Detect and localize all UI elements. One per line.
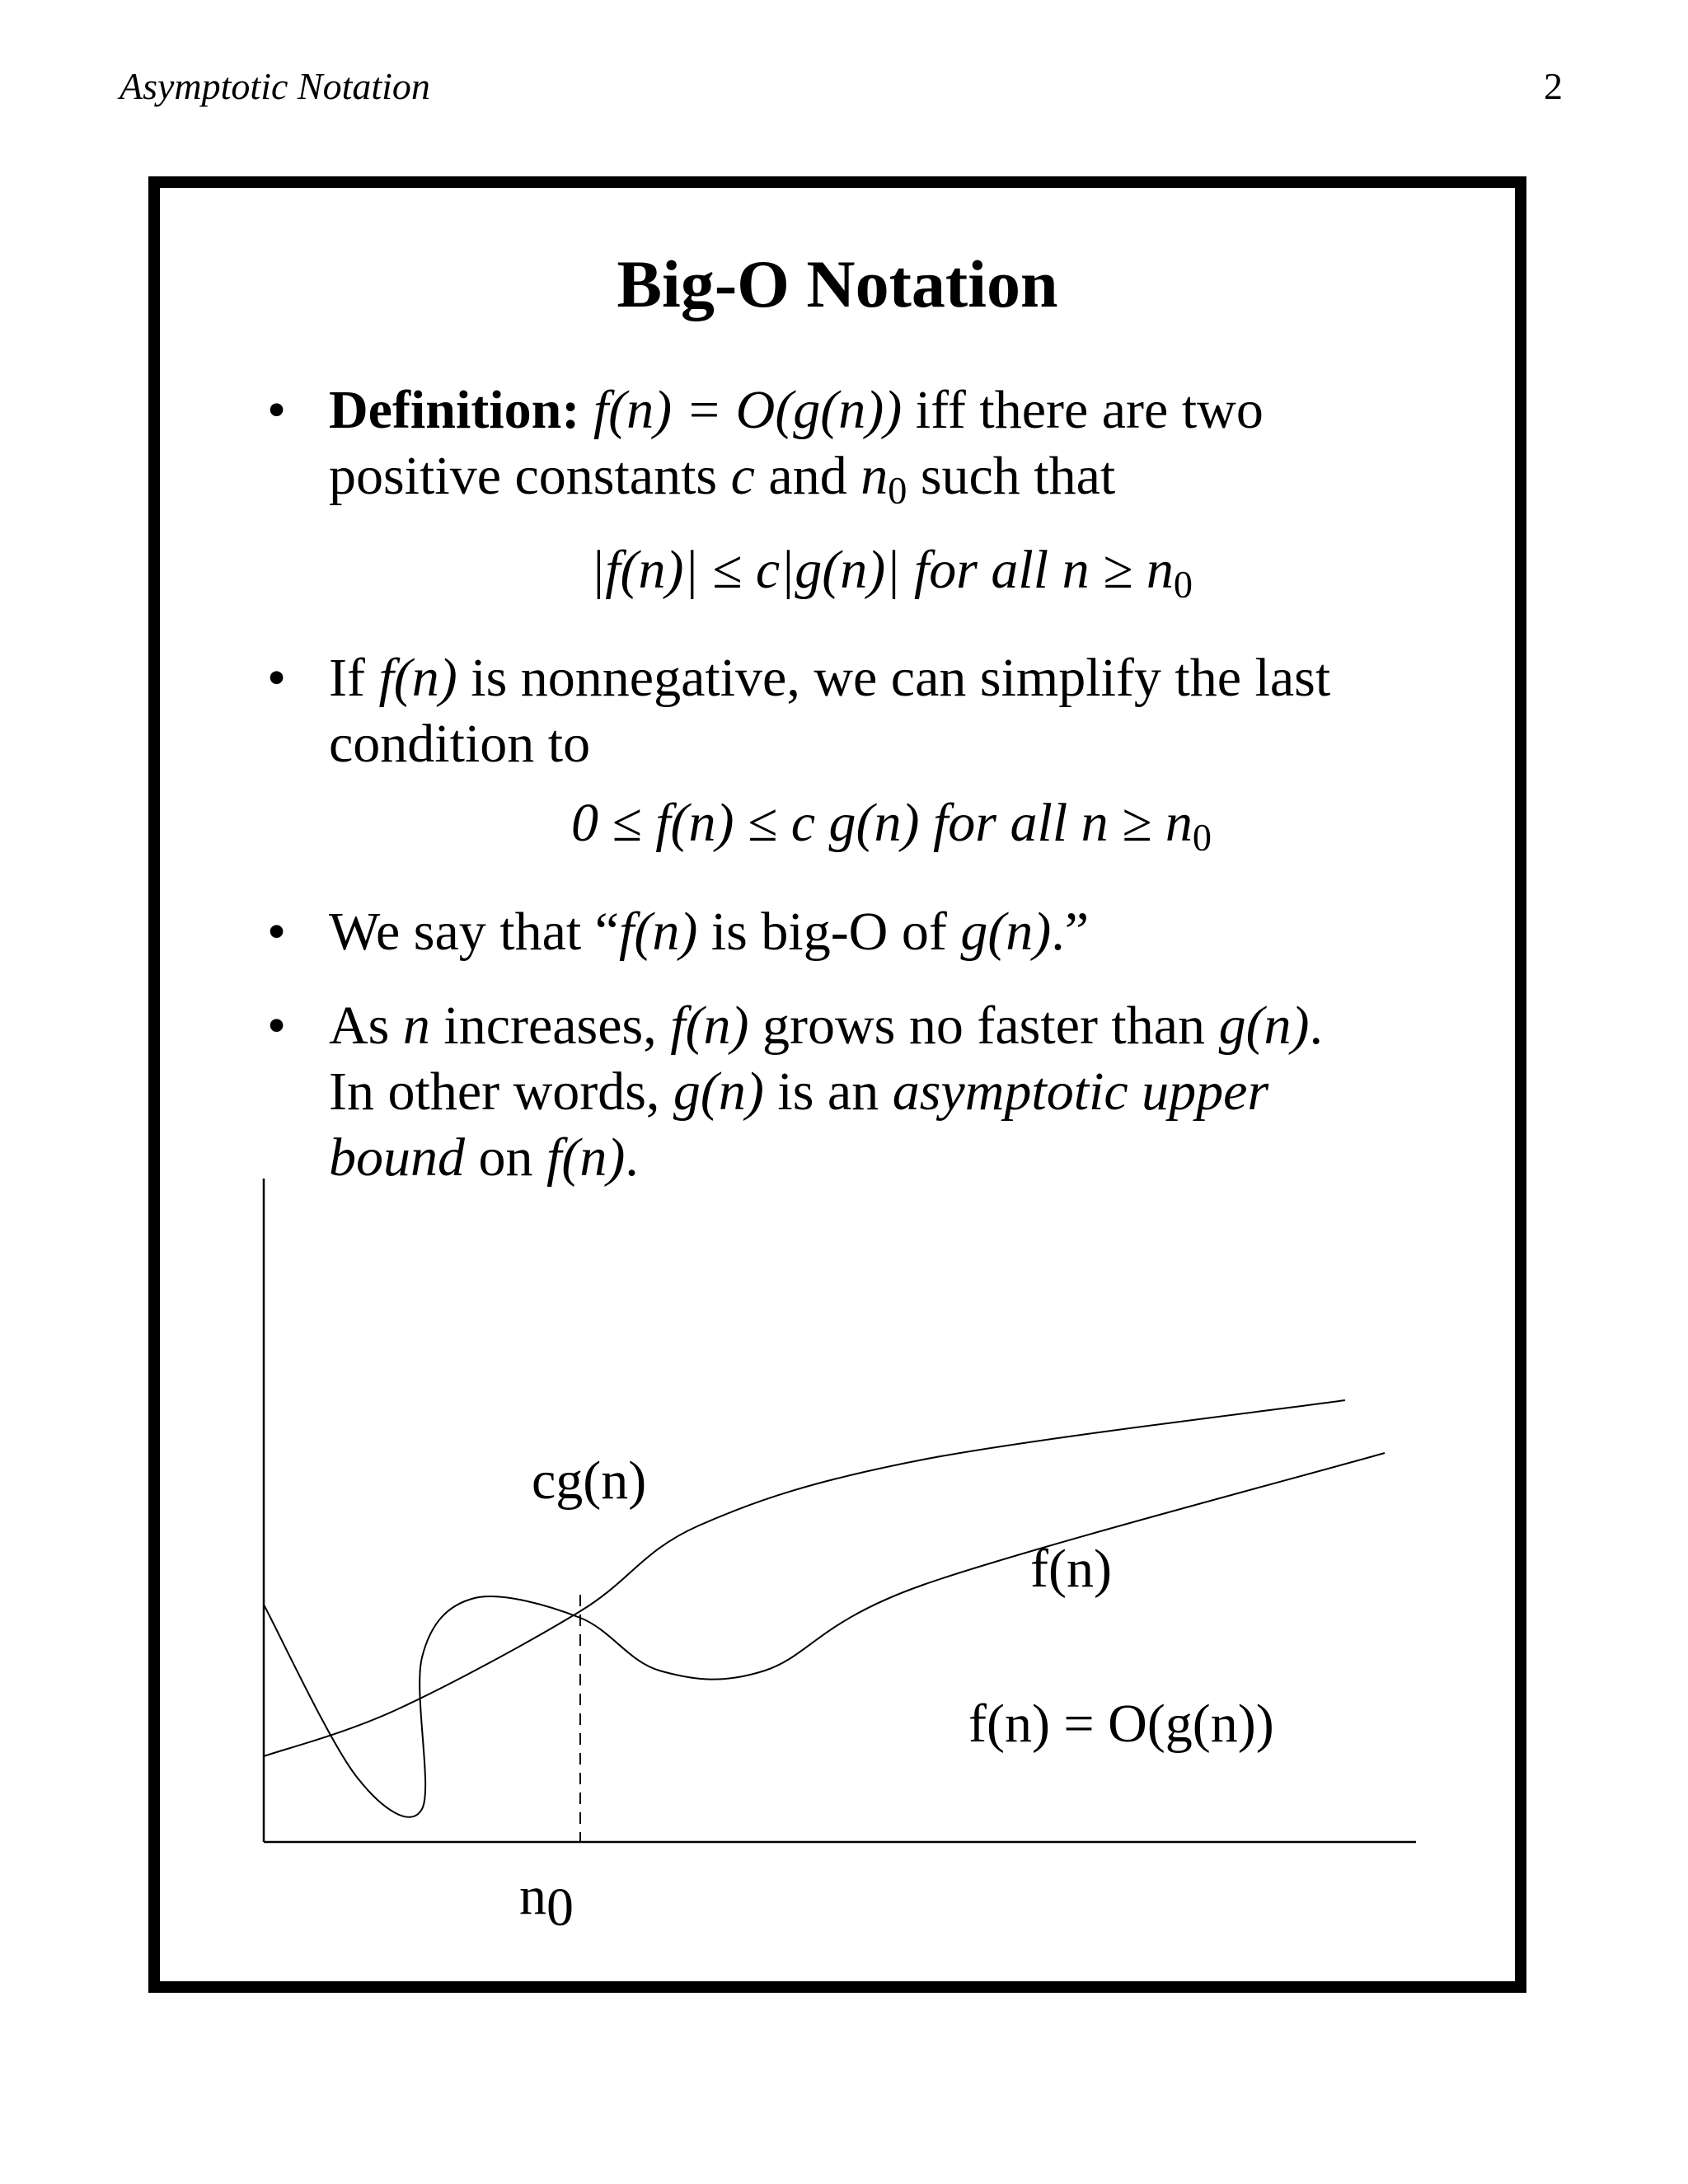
growth-text-2: increases, (443, 995, 657, 1056)
cg-label: cg(n) (532, 1451, 647, 1511)
bullet-icon: • (267, 995, 287, 1056)
f-curve (264, 1453, 1385, 1817)
n0-label (519, 1866, 574, 1938)
page-number: 2 (1544, 65, 1563, 107)
nonneg-if: If (329, 648, 365, 709)
nonneg-text-1: is nonnegative, we can simplify the last (471, 648, 1331, 709)
bullet-icon: • (267, 380, 287, 440)
growth-text-1: As (329, 995, 390, 1056)
n0-label-sub: 0 (546, 1877, 574, 1938)
constant-c: c (730, 446, 755, 506)
growth-em-2: bound (329, 1127, 465, 1188)
definition-formula: f(n) = O(g(n)) (593, 380, 903, 440)
growth-em: asymptotic upper (892, 1061, 1269, 1122)
phrase-text-2: is big-O of (710, 901, 947, 962)
phrase-fn: f(n) (619, 901, 698, 962)
growth-text-8: . (625, 1127, 639, 1188)
growth-fn-2: f(n) (546, 1127, 626, 1188)
growth-gn: g(n) (1218, 995, 1310, 1056)
growth-gn-2: g(n) (673, 1061, 764, 1122)
definition-text-2: positive constants (329, 446, 718, 506)
definition-text-3: such that (920, 446, 1116, 506)
display-formula-1: |f(n)| ≤ c|g(n)| for all n ≥ n (590, 539, 1174, 600)
nonneg-text-2: condition to (329, 714, 591, 775)
bullet-icon: • (267, 648, 287, 709)
bullet-icon: • (267, 901, 287, 962)
nonneg-fn: f(n) (378, 648, 457, 709)
n0-subscript: 0 (888, 469, 907, 512)
definition-label: Definition: (329, 380, 580, 440)
growth-text-4: . (1309, 995, 1324, 1056)
phrase-text-1: We say that “ (329, 901, 620, 962)
growth-fn: f(n) (670, 995, 749, 1056)
phrase-text-3: .” (1051, 901, 1090, 962)
growth-text-5: In other words, (329, 1061, 660, 1122)
n0-base: n (860, 446, 889, 506)
f-label: f(n) (1030, 1539, 1112, 1599)
n0-label-base: n (519, 1866, 546, 1926)
growth-text-7: on (478, 1127, 533, 1188)
phrase-gn: g(n) (960, 901, 1052, 962)
growth-n: n (402, 995, 430, 1056)
slide-title: Big-O Notation (617, 246, 1058, 321)
growth-text-6: is an (777, 1061, 879, 1122)
growth-text-3: grows no faster than (762, 995, 1206, 1056)
running-title: Asymptotic Notation (120, 65, 430, 107)
display-formula-2-sub: 0 (1192, 816, 1212, 859)
definition-text-1: iff there are two (915, 380, 1264, 440)
relation-label: f(n) = O(g(n)) (968, 1694, 1274, 1754)
display-formula-2: 0 ≤ f(n) ≤ c g(n) for all n ≥ n (570, 793, 1193, 854)
display-formula-1-sub: 0 (1173, 563, 1193, 606)
definition-and: and (768, 446, 847, 506)
